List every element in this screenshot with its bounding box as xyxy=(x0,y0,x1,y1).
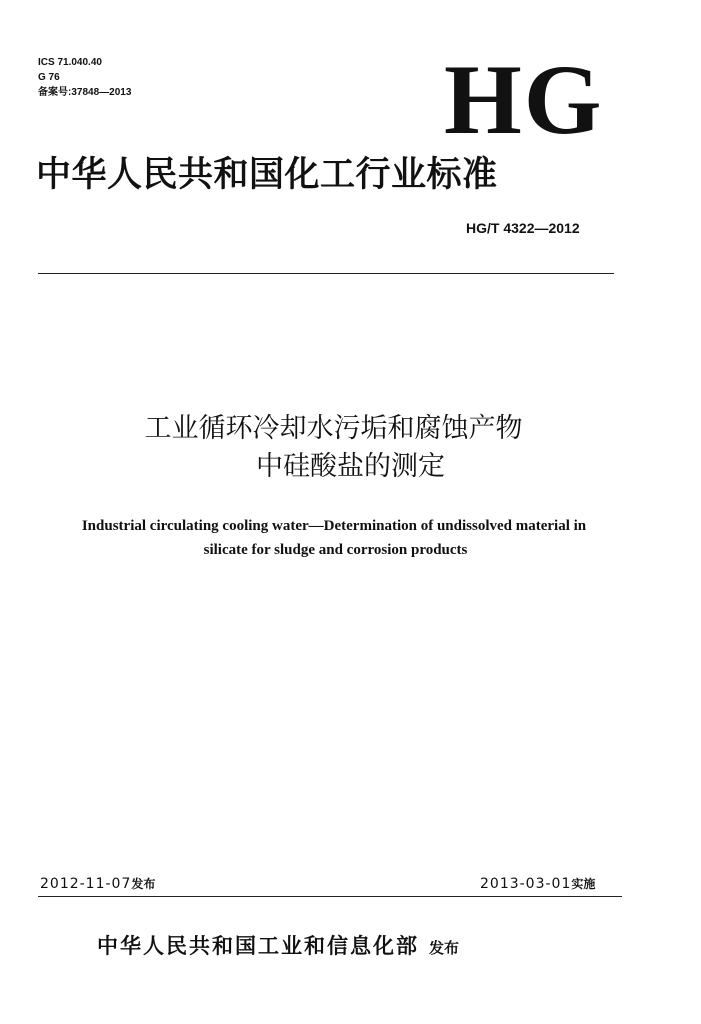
hg-logo: HG xyxy=(444,44,604,155)
issue-date-label: 发布 xyxy=(131,877,156,891)
chinese-title-line-2: 中硅酸盐的测定 xyxy=(256,451,445,482)
classification-code: G 76 xyxy=(38,72,60,83)
issue-date-value: 2012-11-07 xyxy=(40,876,132,892)
record-number: 备案号:37848—2013 xyxy=(38,87,132,98)
publisher xyxy=(97,930,459,960)
top-divider xyxy=(38,273,614,274)
publisher-suffix: 发布 xyxy=(429,939,460,957)
document-metadata xyxy=(38,55,131,100)
org-title: 中华人民共和国化工行业标准 xyxy=(36,155,498,195)
english-title xyxy=(0,514,701,562)
implementation-date-label: 实施 xyxy=(571,877,596,891)
chinese-title-line-1: 工业循环冷却水污垢和腐蚀产物 xyxy=(144,413,523,444)
ics-code: ICS 71.040.40 xyxy=(38,57,102,68)
english-title-line-1: Industrial circulating cooling water—Determination of undissolved material in xyxy=(81,518,587,534)
english-title-line-2: silicate for sludge and corrosion products xyxy=(203,542,468,558)
bottom-divider xyxy=(38,896,622,897)
publisher-name: 中华人民共和国工业和信息化部 xyxy=(97,934,419,958)
standard-number: HG/T 4322—2012 xyxy=(466,220,580,236)
implementation-date-value: 2013-03-01 xyxy=(480,876,572,892)
chinese-title xyxy=(0,410,701,486)
implementation-date xyxy=(480,875,595,892)
issue-date xyxy=(40,875,155,892)
